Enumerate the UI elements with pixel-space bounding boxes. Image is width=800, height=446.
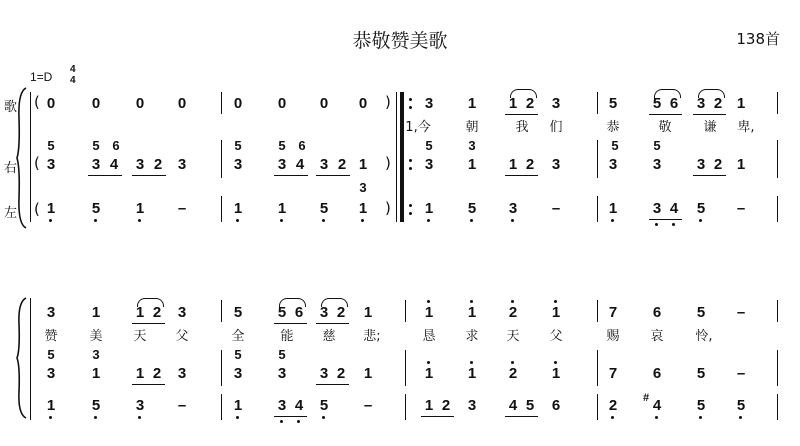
key-signature: 1=D xyxy=(30,70,53,84)
s1-right-note: 3 xyxy=(696,156,706,173)
low-octave-dot xyxy=(297,420,300,423)
s2-melody-note: 1 xyxy=(551,304,561,321)
s2-right-dash: – xyxy=(736,365,746,382)
s1-melody-note: 5 xyxy=(608,95,618,112)
s2-right-note: 1 xyxy=(551,365,561,382)
s1-melody-note: 0 xyxy=(233,95,243,112)
s2-melody-barline xyxy=(597,300,598,322)
s2-right-upper-note: 3 xyxy=(92,347,100,362)
s1-eighth-underline xyxy=(132,175,166,176)
s2-right-barline xyxy=(405,350,406,386)
system1-start-line xyxy=(30,92,31,222)
high-octave-dot xyxy=(511,361,514,364)
high-octave-dot xyxy=(511,300,514,303)
s1-right-upper-note: 3 xyxy=(468,138,476,153)
s2-eighth-underline xyxy=(132,323,165,324)
paren-open-right: ( xyxy=(34,154,40,172)
s2-right-note: 3 xyxy=(46,365,56,382)
lyric: 恳 xyxy=(422,329,436,344)
lyric: 朝 xyxy=(465,120,479,135)
s1-eighth-underline xyxy=(649,114,682,115)
s1-melody-barline xyxy=(597,92,598,114)
high-octave-dot xyxy=(427,300,430,303)
s2-slur xyxy=(137,298,164,307)
paren-close-left: ) xyxy=(385,199,391,217)
s2-eighth-underline xyxy=(505,416,538,417)
s1-left-note: 1 xyxy=(277,200,287,217)
s1-left-note: 1 xyxy=(608,200,618,217)
s2-left-note: 4 xyxy=(652,397,662,414)
low-octave-dot xyxy=(49,416,52,419)
low-octave-dot xyxy=(511,219,514,222)
s2-right-note: 3 xyxy=(319,365,329,382)
sharp-accidental: # xyxy=(642,392,650,404)
time-signature-bottom: 4 xyxy=(70,75,76,86)
paren-close-right: ) xyxy=(385,154,391,172)
high-octave-dot xyxy=(470,361,473,364)
s1-right-upper-note: 5 xyxy=(234,138,242,153)
s2-melody-note: 2 xyxy=(508,304,518,321)
s1-right-barline xyxy=(221,140,222,178)
s1-left-note: 3 xyxy=(652,200,662,217)
lyric: 我 xyxy=(515,120,529,135)
s2-left-note: 5 xyxy=(696,397,706,414)
s2-left-barline xyxy=(777,394,778,420)
lyric: 天 xyxy=(506,329,520,344)
low-octave-dot xyxy=(280,420,283,423)
low-octave-dot xyxy=(361,219,364,222)
s1-left-note: 1 xyxy=(233,200,243,217)
s2-left-note: 5 xyxy=(525,397,535,414)
low-octave-dot xyxy=(699,416,702,419)
s2-left-note: 1 xyxy=(46,397,56,414)
s2-melody-note: 1 xyxy=(135,304,145,321)
s2-right-note: 5 xyxy=(696,365,706,382)
s1-right-upper-note: 5 xyxy=(425,138,433,153)
low-octave-dot xyxy=(138,219,141,222)
lyric: 谦 xyxy=(703,120,717,135)
s1-left-note: 5 xyxy=(91,200,101,217)
s1-right-note: 2 xyxy=(153,156,163,173)
s1-right-upper-note: 5 xyxy=(92,138,100,153)
lyric: 卑, xyxy=(737,120,755,135)
s1-right-upper-note: 5 xyxy=(653,138,661,153)
s2-melody-note: 5 xyxy=(696,304,706,321)
s1-eighth-underline xyxy=(649,219,682,220)
voice-label-melody: 歌 xyxy=(4,100,18,115)
s1-melody-note: 0 xyxy=(177,95,187,112)
s2-left-note: 2 xyxy=(441,397,451,414)
s1-melody-note: 3 xyxy=(696,95,706,112)
s2-left-barline xyxy=(221,394,222,420)
low-octave-dot xyxy=(611,219,614,222)
paren-open-melody: ( xyxy=(34,93,40,111)
s1-right-note: 2 xyxy=(525,156,535,173)
repeat-thick-line xyxy=(400,92,404,222)
s2-right-note: 2 xyxy=(152,365,162,382)
lyric: 父 xyxy=(175,329,189,344)
s2-right-note: 1 xyxy=(91,365,101,382)
s1-right-note: 1 xyxy=(736,156,746,173)
s2-left-note: 1 xyxy=(424,397,434,414)
repeat-dot xyxy=(409,106,412,109)
s2-melody-dash: – xyxy=(736,304,746,321)
s2-left-note: 2 xyxy=(608,397,618,414)
s1-right-note: 1 xyxy=(508,156,518,173)
s1-melody-note: 0 xyxy=(135,95,145,112)
low-octave-dot xyxy=(655,223,658,226)
s1-left-dash: – xyxy=(736,200,746,217)
low-octave-dot xyxy=(739,416,742,419)
s1-eighth-underline xyxy=(693,175,726,176)
s1-right-upper-note: 5 xyxy=(278,138,286,153)
lyric: 求 xyxy=(465,329,479,344)
system2-start-line xyxy=(30,298,31,420)
s1-right-note: 3 xyxy=(91,156,101,173)
s2-right-upper-note: 5 xyxy=(278,347,286,362)
s2-left-note: 4 xyxy=(294,397,304,414)
high-octave-dot xyxy=(427,361,430,364)
s2-right-barline xyxy=(777,350,778,386)
s2-melody-note: 2 xyxy=(336,304,346,321)
system2-brace xyxy=(16,298,30,418)
repeat-dot xyxy=(409,167,412,170)
s1-right-note: 2 xyxy=(713,156,723,173)
lyric: 父 xyxy=(549,329,563,344)
s2-melody-barline xyxy=(405,300,406,322)
s2-left-dash: – xyxy=(177,397,187,414)
s1-right-note: 3 xyxy=(277,156,287,173)
s2-melody-note: 7 xyxy=(608,304,618,321)
s1-right-note: 3 xyxy=(551,156,561,173)
s1-slur xyxy=(510,89,537,98)
s2-melody-note: 3 xyxy=(177,304,187,321)
s1-melody-note: 6 xyxy=(669,95,679,112)
s2-melody-note: 1 xyxy=(363,304,373,321)
hymn-title: 恭敬赞美歌 xyxy=(352,30,448,52)
low-octave-dot xyxy=(322,219,325,222)
s1-melody-note: 2 xyxy=(525,95,535,112)
s2-melody-note: 1 xyxy=(91,304,101,321)
high-octave-dot xyxy=(470,300,473,303)
lyric: 赐 xyxy=(606,329,620,344)
s2-melody-note: 6 xyxy=(652,304,662,321)
s2-right-note: 1 xyxy=(467,365,477,382)
s2-eighth-underline xyxy=(274,416,307,417)
s2-left-barline xyxy=(597,394,598,420)
lyric: 哀 xyxy=(650,329,664,344)
s1-melody-note: 0 xyxy=(46,95,56,112)
s1-melody-note: 3 xyxy=(551,95,561,112)
time-signature-top: 4 xyxy=(70,64,76,75)
s2-left-note: 5 xyxy=(736,397,746,414)
s2-left-note: 5 xyxy=(319,397,329,414)
lyric: 慈 xyxy=(322,329,336,344)
s1-melody-note: 1 xyxy=(467,95,477,112)
s1-left-note: 1 xyxy=(135,200,145,217)
s2-right-upper-note: 5 xyxy=(47,347,55,362)
s1-right-note: 1 xyxy=(358,156,368,173)
lyric: 天 xyxy=(133,329,147,344)
s1-right-upper-note: 6 xyxy=(298,138,306,153)
s1-slur xyxy=(654,89,681,98)
s2-eighth-underline xyxy=(316,384,349,385)
s1-eighth-underline xyxy=(505,175,538,176)
s2-right-note: 3 xyxy=(177,365,187,382)
s1-right-note: 3 xyxy=(233,156,243,173)
hymn-number: 138首 xyxy=(736,30,780,48)
s2-left-note: 1 xyxy=(233,397,243,414)
high-octave-dot xyxy=(554,361,557,364)
voice-label-left-hand: 左 xyxy=(4,206,18,221)
low-octave-dot xyxy=(655,416,658,419)
repeat-dot xyxy=(409,159,412,162)
s2-melody-note: 3 xyxy=(46,304,56,321)
s2-left-barline xyxy=(405,394,406,420)
repeat-thin-line xyxy=(396,92,397,222)
s1-melody-barline xyxy=(221,92,222,114)
lyric: 悲; xyxy=(363,329,381,344)
low-octave-dot xyxy=(138,416,141,419)
s1-melody-note: 1 xyxy=(508,95,518,112)
s1-right-note: 2 xyxy=(337,156,347,173)
low-octave-dot xyxy=(94,416,97,419)
s2-eighth-underline xyxy=(132,384,165,385)
s1-left-upper-note: 3 xyxy=(359,180,367,195)
repeat-dot xyxy=(409,212,412,215)
s1-eighth-underline xyxy=(316,175,350,176)
s1-melody-note: 3 xyxy=(424,95,434,112)
repeat-dot xyxy=(409,204,412,207)
lyric: 能 xyxy=(280,329,294,344)
lyric: 怜, xyxy=(695,329,713,344)
low-octave-dot xyxy=(699,219,702,222)
s1-right-note: 3 xyxy=(608,156,618,173)
s1-melody-note: 5 xyxy=(652,95,662,112)
lyric: 赞 xyxy=(44,329,58,344)
s2-melody-note: 6 xyxy=(294,304,304,321)
s1-eighth-underline xyxy=(88,175,122,176)
s1-left-note: 1 xyxy=(424,200,434,217)
s1-left-dash: – xyxy=(177,200,187,217)
low-octave-dot xyxy=(49,219,52,222)
s2-left-note: 3 xyxy=(467,397,477,414)
s1-left-note: 5 xyxy=(319,200,329,217)
s2-left-note: 3 xyxy=(277,397,287,414)
lyric: 恭 xyxy=(606,120,620,135)
system1-brace xyxy=(16,88,30,228)
low-octave-dot xyxy=(427,219,430,222)
low-octave-dot xyxy=(322,416,325,419)
s2-right-note: 2 xyxy=(508,365,518,382)
s1-right-note: 1 xyxy=(467,156,477,173)
s2-right-note: 1 xyxy=(424,365,434,382)
lyric: 敬 xyxy=(658,120,672,135)
lyric: 美 xyxy=(89,329,103,344)
s1-melody-note: 0 xyxy=(319,95,329,112)
lyric: 1,今 xyxy=(405,120,431,135)
s2-melody-note: 3 xyxy=(319,304,329,321)
low-octave-dot xyxy=(611,416,614,419)
s1-melody-note: 0 xyxy=(358,95,368,112)
high-octave-dot xyxy=(554,300,557,303)
paren-open-left: ( xyxy=(34,200,40,218)
s1-left-dash: – xyxy=(551,200,561,217)
s2-slur xyxy=(279,298,306,307)
s1-melody-barline xyxy=(777,92,778,114)
s1-right-barline xyxy=(777,140,778,178)
low-octave-dot xyxy=(236,416,239,419)
s2-right-upper-note: 5 xyxy=(234,347,242,362)
s1-right-upper-note: 6 xyxy=(112,138,120,153)
s1-right-upper-note: 5 xyxy=(611,138,619,153)
low-octave-dot xyxy=(280,219,283,222)
s2-left-dash: – xyxy=(363,397,373,414)
s1-melody-note: 0 xyxy=(91,95,101,112)
repeat-dot xyxy=(409,98,412,101)
s2-right-barline xyxy=(597,350,598,386)
s1-left-barline xyxy=(597,196,598,222)
s1-eighth-underline xyxy=(505,114,538,115)
s2-left-note: 3 xyxy=(135,397,145,414)
s1-melody-note: 0 xyxy=(277,95,287,112)
s2-right-note: 2 xyxy=(336,365,346,382)
s2-melody-note: 1 xyxy=(424,304,434,321)
s2-eighth-underline xyxy=(316,323,349,324)
voice-label-right-hand: 右 xyxy=(4,161,18,176)
s1-right-upper-note: 5 xyxy=(47,138,55,153)
s2-melody-barline xyxy=(777,300,778,322)
s2-right-note: 1 xyxy=(135,365,145,382)
paren-close-melody: ) xyxy=(385,93,391,111)
s1-right-note: 3 xyxy=(177,156,187,173)
s2-melody-note: 2 xyxy=(152,304,162,321)
s2-melody-barline xyxy=(221,300,222,322)
s1-left-note: 5 xyxy=(467,200,477,217)
lyric: 们 xyxy=(549,120,563,135)
s1-eighth-underline xyxy=(274,175,308,176)
s1-left-barline xyxy=(777,196,778,222)
s1-right-note: 3 xyxy=(424,156,434,173)
s2-left-note: 6 xyxy=(551,397,561,414)
s2-melody-note: 5 xyxy=(277,304,287,321)
s2-left-note: 4 xyxy=(508,397,518,414)
s2-right-barline xyxy=(221,350,222,386)
low-octave-dot xyxy=(236,219,239,222)
s1-left-barline xyxy=(221,196,222,222)
s2-eighth-underline xyxy=(421,416,454,417)
s1-left-note: 5 xyxy=(696,200,706,217)
s1-left-note: 1 xyxy=(358,200,368,217)
s2-right-note: 1 xyxy=(363,365,373,382)
s1-right-note: 4 xyxy=(295,156,305,173)
s2-slur xyxy=(321,298,348,307)
s2-right-note: 7 xyxy=(608,365,618,382)
s2-melody-note: 5 xyxy=(233,304,243,321)
lyric: 全 xyxy=(231,329,245,344)
s1-eighth-underline xyxy=(693,114,726,115)
s1-melody-note: 1 xyxy=(736,95,746,112)
time-signature xyxy=(70,64,76,86)
s1-left-note: 3 xyxy=(508,200,518,217)
s2-right-note: 3 xyxy=(233,365,243,382)
s1-left-note: 4 xyxy=(669,200,679,217)
s2-right-note: 6 xyxy=(652,365,662,382)
s1-right-note: 3 xyxy=(135,156,145,173)
s1-melody-note: 2 xyxy=(713,95,723,112)
s2-right-note: 3 xyxy=(277,365,287,382)
low-octave-dot xyxy=(94,219,97,222)
s2-left-note: 5 xyxy=(91,397,101,414)
s2-melody-note: 1 xyxy=(467,304,477,321)
s1-left-note: 1 xyxy=(46,200,56,217)
low-octave-dot xyxy=(470,219,473,222)
s1-right-note: 4 xyxy=(109,156,119,173)
s1-right-note: 3 xyxy=(319,156,329,173)
s1-right-note: 3 xyxy=(46,156,56,173)
s1-right-barline xyxy=(597,140,598,178)
s1-right-note: 3 xyxy=(652,156,662,173)
s2-eighth-underline xyxy=(274,323,307,324)
low-octave-dot xyxy=(672,223,675,226)
s1-slur xyxy=(698,89,725,98)
